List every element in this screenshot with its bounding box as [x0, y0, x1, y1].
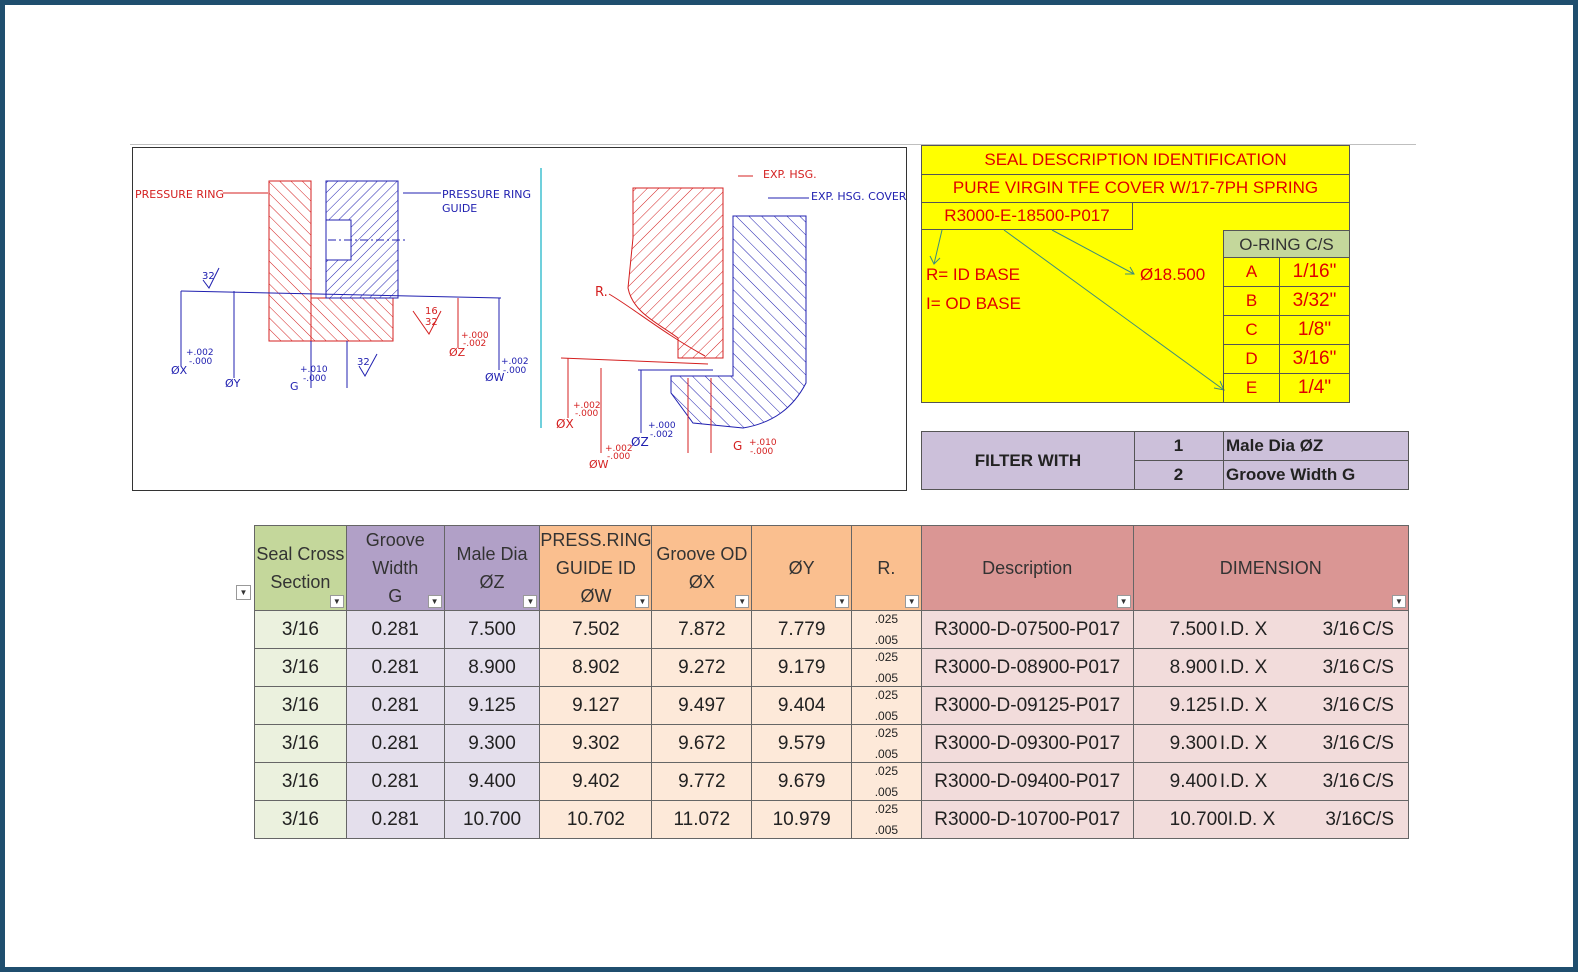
seal-title: SEAL DESCRIPTION IDENTIFICATION [922, 146, 1349, 175]
tol-g-plus: +.010 [300, 365, 328, 375]
oring-letter: C [1224, 316, 1280, 344]
tol-g-minus-right: -.000 [750, 447, 774, 457]
filter-dropdown-icon[interactable]: ▼ [523, 595, 537, 608]
oring-letter: A [1224, 258, 1280, 286]
dim-g-left: G [290, 380, 299, 393]
drawing-svg [133, 148, 908, 492]
tol-w-minus-right: -.000 [607, 452, 631, 462]
oring-letter: D [1224, 345, 1280, 373]
cell-press-ring-id[interactable]: 8.902 [540, 649, 652, 687]
col-groove-od[interactable]: Groove OD ØX ▼ [652, 526, 752, 611]
cell-male-dia[interactable]: 10.700 [444, 801, 540, 839]
cell-description[interactable]: R3000-D-09400-P017 [921, 763, 1133, 801]
col-r[interactable]: R. ▼ [852, 526, 922, 611]
cell-groove-od[interactable]: 7.872 [652, 611, 752, 649]
label-exp-hsg-cover: EXP. HSG. COVER [811, 190, 907, 203]
cell-groove-width[interactable]: 0.281 [346, 801, 444, 839]
cell-dimension[interactable]: 10.700 I.D. X 3/16 C/S [1133, 801, 1408, 839]
finish-16: 16 [425, 306, 438, 317]
oring-size: 1/16" [1292, 261, 1337, 282]
oring-letter: B [1224, 287, 1280, 315]
cell-r[interactable]: .025 .005 [852, 801, 922, 839]
cell-cross-section[interactable]: 3/16 [255, 801, 347, 839]
cell-press-ring-id[interactable]: 9.402 [540, 763, 652, 801]
cell-male-dia[interactable]: 9.400 [444, 763, 540, 801]
table-row[interactable] [255, 801, 1409, 839]
table-row[interactable] [255, 611, 1409, 649]
col-groove-width[interactable]: Groove Width G ▼ [346, 526, 444, 611]
dim-w-left: ØW [485, 371, 505, 384]
table-row[interactable] [255, 725, 1409, 763]
cell-description[interactable]: R3000-D-07500-P017 [921, 611, 1133, 649]
col-dimension[interactable]: DIMENSION ▼ [1133, 526, 1408, 611]
housing-shape [628, 188, 723, 358]
tol-x-plus: +.002 [186, 348, 214, 358]
cell-r[interactable]: .025 .005 [852, 687, 922, 725]
tol-x-plus-right: +.002 [573, 401, 601, 411]
oring-size: 3/32" [1292, 290, 1337, 311]
cell-press-ring-id[interactable]: 9.127 [540, 687, 652, 725]
cell-description[interactable]: R3000-D-09300-P017 [921, 725, 1133, 763]
filter-dropdown-icon[interactable]: ▼ [835, 595, 849, 608]
tol-z-minus-right: -.002 [650, 430, 674, 440]
filter-option-num: 1 [1134, 432, 1224, 460]
cell-r[interactable]: .025 .005 [852, 649, 922, 687]
cell-oy[interactable]: 9.179 [752, 649, 852, 687]
cell-male-dia[interactable]: 8.900 [444, 649, 540, 687]
pressure-ring-shape [269, 181, 311, 341]
col-description[interactable]: Description ▼ [921, 526, 1133, 611]
cell-r[interactable]: .025 .005 [852, 611, 922, 649]
cell-press-ring-id[interactable]: 7.502 [540, 611, 652, 649]
oring-size: 3/16" [1292, 348, 1337, 369]
cell-groove-od[interactable]: 9.772 [652, 763, 752, 801]
filter-dropdown-icon[interactable]: ▼ [735, 595, 749, 608]
cell-r[interactable]: .025 .005 [852, 725, 922, 763]
dim-z-left: ØZ [449, 346, 466, 359]
oring-row [1223, 316, 1350, 345]
label-exp-hsg: EXP. HSG. [763, 168, 817, 181]
col-press-ring-guide-id[interactable]: PRESS.RING GUIDE ID ØW ▼ [540, 526, 652, 611]
header-row [255, 526, 1409, 611]
cell-cross-section[interactable]: 3/16 [255, 725, 347, 763]
oring-header: O-RING C/S [1223, 230, 1350, 258]
pressure-ring-base [311, 298, 393, 341]
cell-description[interactable]: R3000-D-08900-P017 [921, 649, 1133, 687]
tol-w-minus: -.000 [503, 366, 527, 376]
filter-label: FILTER WITH [922, 432, 1135, 489]
filter-dropdown-icon[interactable]: ▼ [1392, 595, 1406, 608]
cell-male-dia[interactable]: 9.125 [444, 687, 540, 725]
cell-groove-width[interactable]: 0.281 [346, 763, 444, 801]
cell-oy[interactable]: 9.404 [752, 687, 852, 725]
seal-description-box [921, 145, 1350, 403]
cell-r[interactable]: .025 .005 [852, 763, 922, 801]
cell-dimension[interactable]: 8.900 I.D. X 3/16 C/S [1133, 649, 1408, 687]
filter-dropdown-icon[interactable]: ▼ [330, 595, 344, 608]
filter-box [921, 431, 1409, 490]
cell-description[interactable]: R3000-D-10700-P017 [921, 801, 1133, 839]
dim-x-right: ØX [556, 417, 574, 431]
dim-y-left: ØY [225, 377, 241, 390]
tol-z-plus: +.000 [461, 331, 489, 341]
cell-dimension[interactable]: 9.400 I.D. X 3/16 C/S [1133, 763, 1408, 801]
label-r: R. [595, 285, 608, 300]
finish-32-a: 32 [202, 271, 215, 282]
cell-groove-od[interactable]: 9.497 [652, 687, 752, 725]
cell-oy[interactable]: 7.779 [752, 611, 852, 649]
cell-dimension[interactable]: 9.300 I.D. X 3/16 C/S [1133, 725, 1408, 763]
col-male-dia[interactable]: Male Dia ØZ ▼ [444, 526, 540, 611]
table-row[interactable] [255, 763, 1409, 801]
seal-diameter: Ø18.500 [1140, 265, 1206, 284]
cell-groove-width[interactable]: 0.281 [346, 649, 444, 687]
cell-dimension[interactable]: 7.500 I.D. X 3/16 C/S [1133, 611, 1408, 649]
tol-g-plus-right: +.010 [749, 438, 777, 448]
cell-cross-section[interactable]: 3/16 [255, 763, 347, 801]
oring-row [1223, 258, 1350, 287]
cell-oy[interactable]: 10.979 [752, 801, 852, 839]
dim-z-right: ØZ [631, 435, 649, 449]
filter-option-num: 2 [1134, 461, 1224, 489]
filter-option-text: Groove Width G [1226, 465, 1356, 484]
oring-size: 1/4" [1297, 377, 1332, 398]
cell-cross-section[interactable]: 3/16 [255, 611, 347, 649]
table-row[interactable] [255, 649, 1409, 687]
filter-dropdown-icon[interactable]: ▼ [236, 585, 251, 600]
oring-letter: E [1224, 374, 1280, 402]
cell-cross-section[interactable]: 3/16 [255, 687, 347, 725]
oring-size: 1/8" [1297, 319, 1332, 340]
dim-w-right: ØW [589, 458, 609, 471]
tol-g-minus: -.000 [303, 374, 327, 384]
filter-dropdown-icon[interactable]: ▼ [428, 595, 442, 608]
cell-groove-od[interactable]: 9.672 [652, 725, 752, 763]
cell-male-dia[interactable]: 9.300 [444, 725, 540, 763]
r-base-label: R= ID BASE [926, 265, 1021, 284]
seal-table [254, 525, 1409, 837]
tol-z-plus-right: +.000 [648, 421, 676, 431]
cell-groove-od[interactable]: 9.272 [652, 649, 752, 687]
tol-w-plus: +.002 [501, 357, 529, 367]
cell-cross-section[interactable]: 3/16 [255, 649, 347, 687]
label-pressure-ring: PRESSURE RING [135, 188, 224, 201]
i-base-label: I= OD BASE [926, 294, 1021, 313]
cell-groove-width[interactable]: 0.281 [346, 687, 444, 725]
oring-cs-table [1223, 230, 1350, 403]
cell-groove-width[interactable]: 0.281 [346, 725, 444, 763]
table-row[interactable] [255, 687, 1409, 725]
tol-x-minus: -.000 [189, 357, 213, 367]
cell-press-ring-id[interactable]: 9.302 [540, 725, 652, 763]
filter-dropdown-icon[interactable]: ▼ [1117, 595, 1131, 608]
cell-press-ring-id[interactable]: 10.702 [540, 801, 652, 839]
dim-g-right: G [733, 439, 743, 453]
oring-row [1223, 374, 1350, 403]
seal-material: PURE VIRGIN TFE COVER W/17-7PH SPRING [922, 174, 1349, 203]
cell-description[interactable]: R3000-D-09125-P017 [921, 687, 1133, 725]
filter-dropdown-icon[interactable]: ▼ [905, 595, 919, 608]
tol-z-minus: -.002 [463, 339, 487, 349]
cell-male-dia[interactable]: 7.500 [444, 611, 540, 649]
label-pressure-ring-guide-2: GUIDE [442, 202, 478, 215]
cell-oy[interactable]: 9.579 [752, 725, 852, 763]
cell-dimension[interactable]: 9.125 I.D. X 3/16 C/S [1133, 687, 1408, 725]
cell-oy[interactable]: 9.679 [752, 763, 852, 801]
filter-dropdown-icon[interactable]: ▼ [635, 595, 649, 608]
tol-x-minus-right: -.000 [575, 409, 599, 419]
tol-w-plus-right: +.002 [605, 444, 633, 454]
cell-groove-width[interactable]: 0.281 [346, 611, 444, 649]
seal-example-code: R3000-E-18500-P017 [922, 202, 1133, 230]
oring-row [1223, 287, 1350, 316]
oring-row [1223, 345, 1350, 374]
cell-groove-od[interactable]: 11.072 [652, 801, 752, 839]
technical-drawing [132, 147, 907, 491]
finish-32-b: 32 [425, 317, 438, 328]
dim-x-left: ØX [171, 364, 188, 377]
col-oy[interactable]: ØY ▼ [752, 526, 852, 611]
finish-32-c: 32 [357, 357, 370, 368]
label-pressure-ring-guide-1: PRESSURE RING [442, 188, 531, 201]
col-seal-cross-section[interactable]: Seal Cross Section ▼ [255, 526, 347, 611]
filter-option-text: Male Dia ØZ [1226, 436, 1324, 455]
